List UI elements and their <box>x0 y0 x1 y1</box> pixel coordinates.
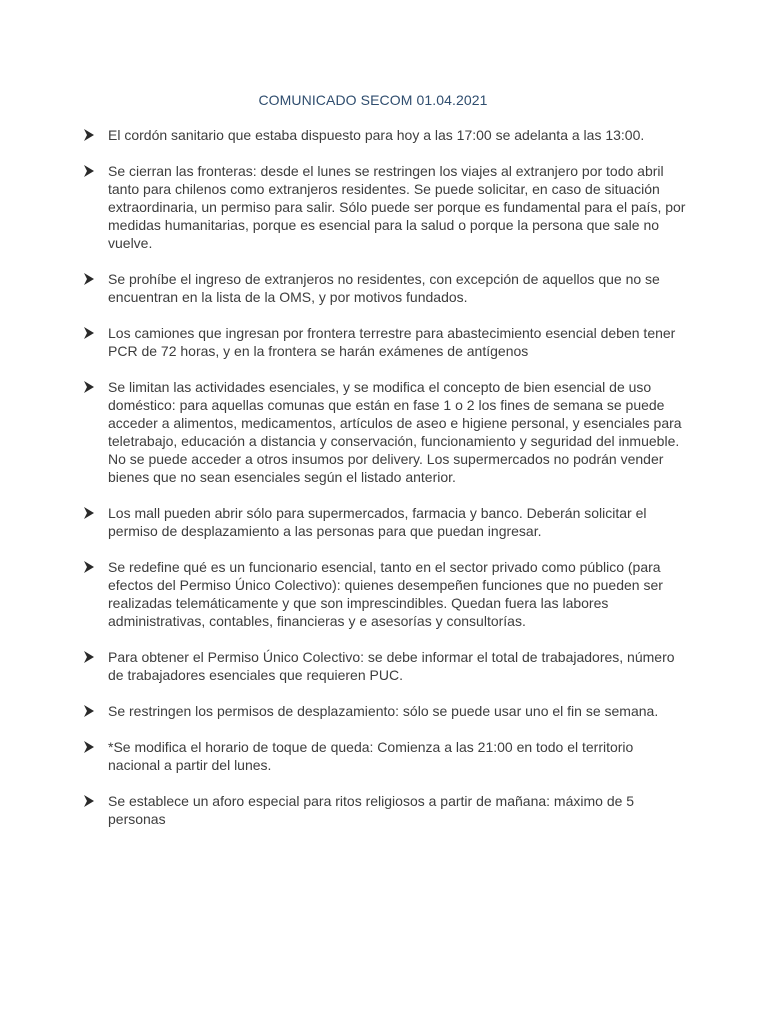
list-item <box>108 324 688 360</box>
list-item <box>108 126 688 144</box>
bullet-text: Se prohíbe el ingreso de extranjeros no residentes, con excepción de aquellos que no se encuentran en la lista de la OMS, y por motivos fundados. <box>108 271 660 305</box>
arrowhead-bullet-icon <box>84 705 94 717</box>
arrowhead-bullet-icon <box>84 165 94 177</box>
list-item <box>108 270 688 306</box>
arrowhead-bullet-icon <box>84 795 94 807</box>
arrowhead-bullet-icon <box>84 327 94 339</box>
arrowhead-bullet-icon <box>84 129 94 141</box>
bullet-text: Se redefine qué es un funcionario esencial, tanto en el sector privado como público (para efectos del Permiso Único Colectivo): quienes desempeñen funciones que no pueden ser realizadas telemáticamente y que son imprescindibles. Quedan fuera las labores administrativas, contables, financieras y e asesorías y consultorías. <box>108 559 663 629</box>
bullet-list <box>108 126 688 846</box>
list-item <box>108 558 688 630</box>
arrowhead-bullet-icon <box>84 273 94 285</box>
list-item <box>108 648 688 684</box>
bullet-text: *Se modifica el horario de toque de queda: Comienza a las 21:00 en todo el territorio nacional a partir del lunes. <box>108 739 634 773</box>
list-item <box>108 738 688 774</box>
bullet-text: Los camiones que ingresan por frontera terrestre para abastecimiento esencial deben tener PCR de 72 horas, y en la frontera se harán exámenes de antígenos <box>108 325 676 359</box>
arrowhead-bullet-icon <box>84 651 94 663</box>
arrowhead-bullet-icon <box>84 741 94 753</box>
arrowhead-bullet-icon <box>84 507 94 519</box>
bullet-text: Se restringen los permisos de desplazamiento: sólo se puede usar uno el fin se semana. <box>108 703 659 719</box>
bullet-text: Para obtener el Permiso Único Colectivo: se debe informar el total de trabajadores, número de trabajadores esenciales que requieren PUC. <box>108 649 675 683</box>
list-item <box>108 504 688 540</box>
arrowhead-bullet-icon <box>84 381 94 393</box>
bullet-text: Los mall pueden abrir sólo para supermercados, farmacia y banco. Deberán solicitar el permiso de desplazamiento a las personas para que puedan ingresar. <box>108 505 647 539</box>
list-item <box>108 702 688 720</box>
bullet-text: Se limitan las actividades esenciales, y se modifica el concepto de bien esencial de uso doméstico: para aquellas comunas que están en fase 1 o 2 los fines de semana se puede acceder a alimentos, medicamentos, artículos de aseo e higiene personal, y esenciales para teletrabajo, educación a distancia y conservación, funcionamiento y seguridad del inmueble. No se puede acceder a otros insumos por delivery. Los supermercados no podrán vender bienes que no sean esenciales según el listado anterior. <box>108 379 682 485</box>
bullet-text: Se cierran las fronteras: desde el lunes se restringen los viajes al extranjero por todo abril tanto para chilenos como extranjeros residentes. Se puede solicitar, en caso de situación extraordinaria, un permiso para salir. Sólo puede ser porque es fundamental para el país, por medidas humanitarias, porque es esencial para la salud o porque la persona que sale no vuelve. <box>108 163 686 251</box>
bullet-text: El cordón sanitario que estaba dispuesto para hoy a las 17:00 se adelanta a las 13:00. <box>108 127 645 143</box>
list-item <box>108 162 688 252</box>
list-item <box>108 792 688 828</box>
list-item <box>108 378 688 486</box>
document-title: COMUNICADO SECOM 01.04.2021 <box>258 92 488 108</box>
arrowhead-bullet-icon <box>84 561 94 573</box>
bullet-text: Se establece un aforo especial para ritos religiosos a partir de mañana: máximo de 5 personas <box>108 793 635 827</box>
